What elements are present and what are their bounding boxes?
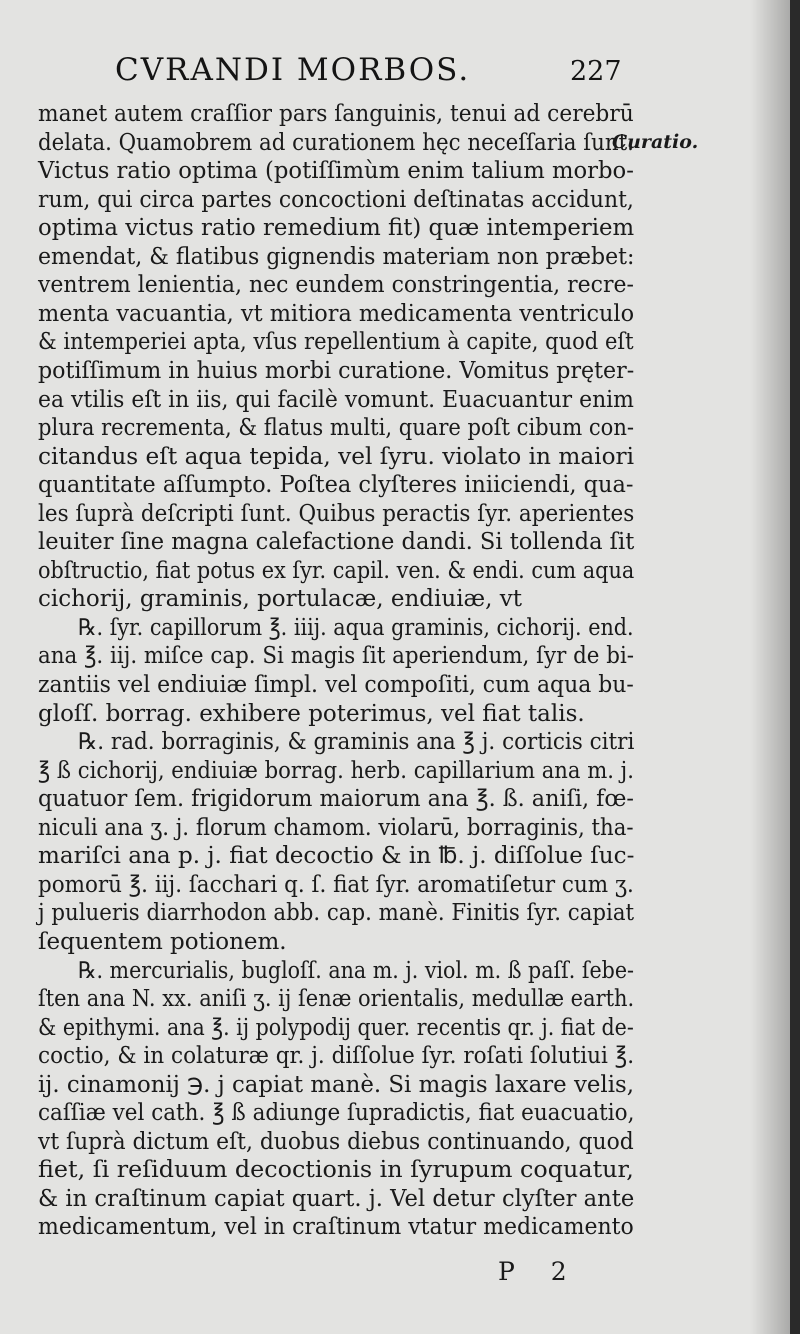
text-line: niculi ana ʒ. j. florum chamom. violarū, borraginis, tha- [38,814,634,841]
text-line: ſequentem potionem. [38,928,287,955]
text-line: Victus ratio optima (potiſſimùm enim talium morbo- [38,158,634,185]
text-line: ſten ana N. xx. aniſi ʒ. ij ſenæ orientalis, medullæ earth. [38,986,635,1013]
text-line: pomorū ℥. iij. ſacchari q. ſ. fiat ſyr. aromatiſetur cum ʒ. [38,871,634,898]
text-line: mariſci ana p. j. fiat decoctio & in ℔. j. diſſolue ſuc- [38,843,635,870]
text-line: leuiter ſine magna calefactione dandi. Si tollenda ſit [38,529,635,556]
text-line: zantiis vel endiuiæ ſimpl. vel compoſiti, cum aqua bu- [38,672,634,698]
text-line: optima victus ratio remedium fit) quæ intemperiem [38,215,635,242]
text-line: & epithymi. ana ℥. ij polypodij quer. recentis qr. j. fiat de- [38,1014,634,1041]
text-line: obſtructio, fiat potus ex ſyr. capil. ven. & endi. cum aqua [38,557,635,584]
text-line: quantitate aſſumpto. Poſtea clyſteres iniiciendi, qua- [38,472,634,499]
text-line: coctio, & in colaturæ qr. j. diſſolue ſyr. roſati ſolutiui ℥. [38,1043,635,1070]
text-line: citandus eſt aqua tepida, vel ſyru. violato in maiori [38,443,635,470]
text-line: ventrem lenientia, nec eundem constringentia, recre- [38,272,634,299]
text-line: & intemperiei apta, vſus repellentium à capite, quod eſt [38,329,634,356]
signature-mark: P 2 [498,1257,581,1286]
text-line: ℞. ſyr. capillorum ℥. iiij. aqua graminis, cichorij. end. [78,614,634,641]
page-number: 227 [570,56,622,87]
page-header [110,52,630,92]
text-line: & in craſtinum capiat quart. j. Vel detur clyſter ante [38,1185,635,1212]
text-line: vt ſuprà dictum eſt, duobus diebus continuando, quod [38,1128,634,1155]
text-line: cichorij, graminis, portulacæ, endiuiæ, vt [38,586,523,613]
text-line: manet autem craſſior pars ſanguinis, tenui ad cerebrū [38,101,634,127]
text-line: rum, qui circa partes concoctioni deſtinatas accidunt, [38,186,634,213]
text-line: ℥ ß cichorij, endiuiæ borrag. herb. capillarium ana m. j. [38,757,634,784]
text-line: emendat, & flatibus gignendis materiam non præbet: [38,243,635,270]
text-line: les ſuprà deſcripti ſunt. Quibus peractis ſyr. aperientes [38,500,635,527]
text-line: quatuor ſem. frigidorum maiorum ana ℥. ß. aniſi, fœ- [38,786,634,813]
text-line: j pulueris diarrhodon abb. cap. manè. Finitis ſyr. capiat [38,900,635,927]
text-line: ij. cinamonij ℈. j capiat manè. Si magis laxare velis, [38,1071,634,1098]
margin-note: Curatio. [612,131,699,153]
text-line: ea vtilis eſt in iis, qui facilè vomunt. Euacuantur enim [38,386,634,413]
text-line: caſſiæ vel cath. ℥ ß adiunge ſupradictis, fiat euacuatio, [38,1100,635,1127]
text-line: ℞. mercurialis, bugloſſ. ana m. j. viol. m. ß paſſ. ſebe- [78,957,634,984]
text-line: gloſſ. borrag. exhibere poterimus, vel fiat talis. [38,700,585,727]
running-head: CVRANDI MORBOS. [115,52,471,88]
text-line: menta vacuantia, vt mitiora medicamenta ventriculo [38,300,635,327]
text-line: delata. Quamobrem ad curationem hęc neceſſaria ſunt. [38,129,634,156]
text-line: plura recrementa, & flatus multi, quare poſt cibum con- [38,415,635,442]
text-line: ana ℥. iij. miſce cap. Si magis ſit aperiendum, ſyr de bi- [38,643,635,670]
page-edge-shadow [750,0,790,1334]
text-line: potiſſimum in huius morbi curatione. Vomitus pręter- [38,357,635,384]
text-line: fiet, ſi reſiduum decoctionis in ſyrupum coquatur, [38,1157,634,1184]
text-line: ℞. rad. borraginis, & graminis ana ℥ j. corticis citri [78,729,635,756]
text-line: medicamentum, vel in craſtinum vtatur medicamento [38,1214,634,1241]
